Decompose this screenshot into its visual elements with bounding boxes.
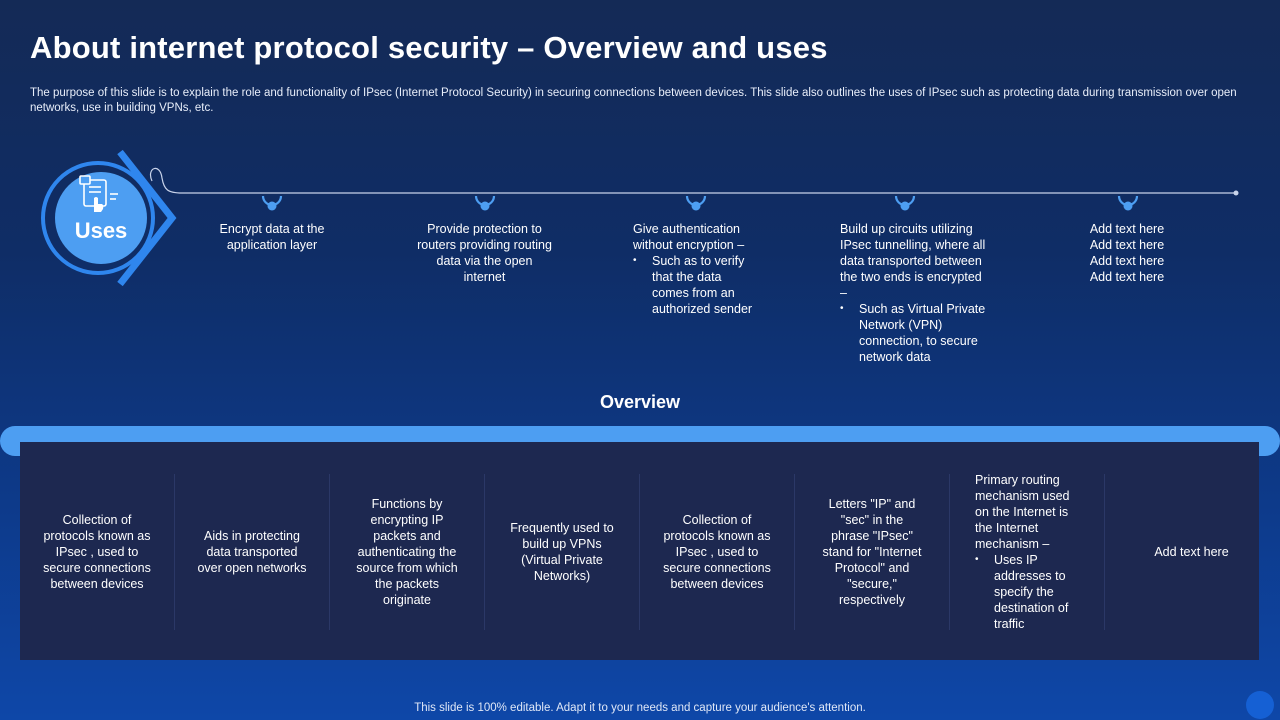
timeline-marker	[263, 196, 281, 211]
overview-item-6	[795, 474, 950, 630]
overview-item-5	[640, 474, 795, 630]
use-item-line: Add text here	[1089, 238, 1165, 252]
overview-item-text: Frequently used to build up VPNs (Virtual Private Networks)	[510, 521, 614, 583]
use-item-1	[204, 221, 340, 253]
overview-item-8	[1105, 474, 1278, 630]
use-item-text: Build up circuits utilizing IPsec tunnelling, where all data transported between the two ends is encrypted –	[840, 222, 986, 300]
overview-item-3	[330, 474, 485, 630]
use-item-line: Add text here	[1089, 254, 1165, 268]
corner-decoration	[1246, 691, 1274, 719]
use-item-3	[633, 221, 759, 317]
overview-item-text: Collection of protocols known as IPsec , used to secure connections between devices	[663, 513, 771, 591]
overview-item-text: Aids in protecting data transported over open networks	[197, 529, 307, 575]
timeline-marker	[1119, 196, 1137, 211]
overview-item-1	[20, 474, 175, 630]
use-item-line: Add text here	[1089, 270, 1165, 284]
use-item-text: Give authentication without encryption –	[633, 222, 745, 252]
use-item-text: Provide protection to routers providing routing data via the open internet	[417, 222, 552, 284]
use-item-text: Encrypt data at the application layer	[219, 222, 325, 252]
use-item-2	[414, 221, 555, 285]
overview-item-text: Primary routing mechanism used on the Internet is the Internet mechanism –	[975, 473, 1070, 551]
use-item-bullet: • Such as to verify that the data comes from an authorized sender	[652, 253, 759, 317]
overview-title: Overview	[599, 392, 681, 412]
overview-item-4	[485, 474, 640, 630]
overview-item-text: Add text here	[1154, 545, 1229, 559]
use-item-line: Add text here	[1089, 222, 1165, 236]
use-item-5	[1070, 221, 1184, 285]
overview-item-2	[175, 474, 330, 630]
footer-note: This slide is 100% editable. Adapt it to your needs and capture your audience's attention.	[414, 702, 866, 714]
slide-description: The purpose of this slide is to explain the role and functionality of IPsec (Internet Protocol Security) in securing connections between devices. This slide also outlines the uses of IPsec such as protecting data during transmission over open networks, use in building VPNs, etc.	[30, 87, 1237, 114]
use-item-bullet: • Such as Virtual Private Network (VPN) connection, to secure network data	[859, 301, 988, 365]
timeline-marker	[687, 196, 705, 211]
timeline-marker	[476, 196, 494, 211]
overview-item-text: Letters "IP" and "sec" in the phrase "IPsec" stand for "Internet Protocol" and "secure," respectively	[822, 497, 922, 607]
timeline-marker	[896, 196, 914, 211]
overview-item-7	[950, 474, 1105, 630]
overview-item-bullet: • Uses IP addresses to specify the destination of traffic	[994, 552, 1079, 632]
overview-item-text: Functions by encrypting IP packets and authenticating the source from which the packets originate	[356, 497, 458, 607]
use-item-4	[840, 221, 988, 365]
overview-item-text: Collection of protocols known as IPsec , used to secure connections between devices	[43, 513, 151, 591]
page-title: About internet protocol security – Overview and uses	[30, 30, 828, 65]
uses-badge-label: Uses	[74, 218, 128, 243]
